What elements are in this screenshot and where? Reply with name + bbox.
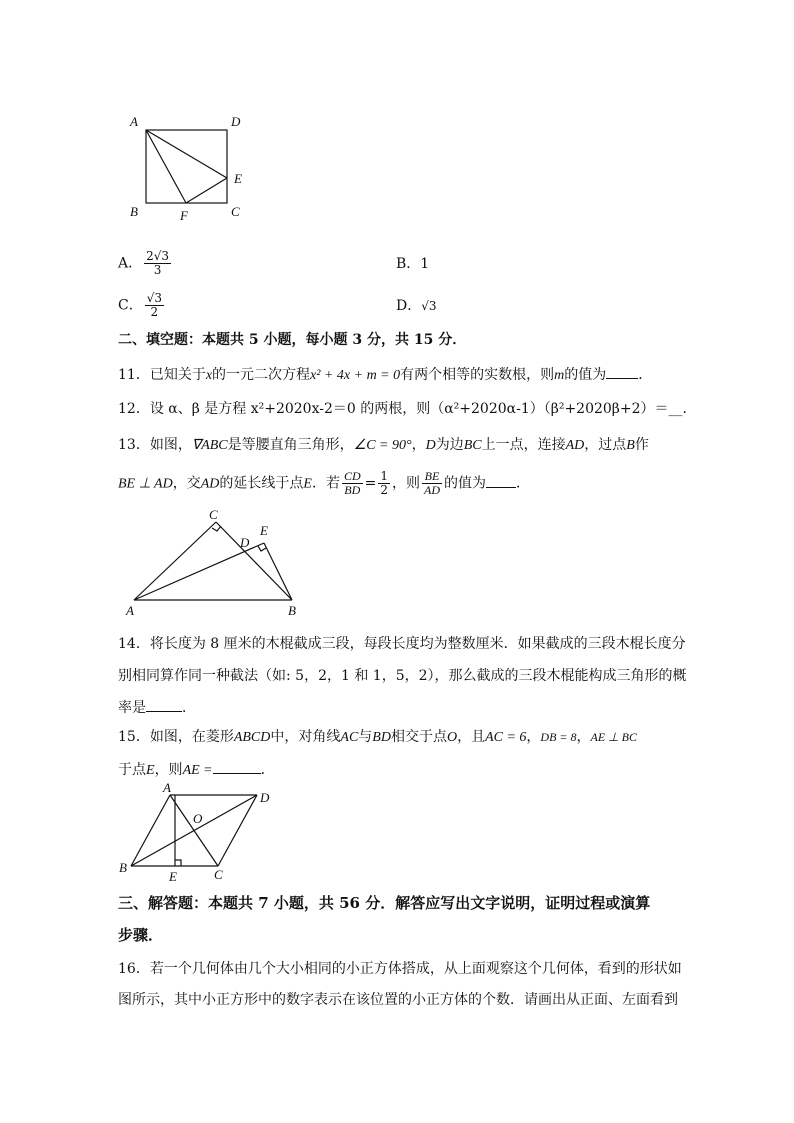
option-d: D．√3 — [396, 298, 437, 314]
label-E: E — [234, 171, 242, 186]
fraction-be-ad: $\frac{BE}{AD}$ — [424, 469, 440, 497]
option-b: B．1 — [396, 256, 430, 272]
question-16-line2: 图所示，其中小正方形中的数字表示在该位置的小正方体的个数．请画出从正面、左面看到 — [118, 992, 678, 1008]
fraction-cd-bd: $\frac{CD}{BD}$ — [343, 469, 361, 497]
figure-triangle — [120, 505, 320, 625]
fraction-one-half: $\frac{1}{2}$ — [380, 469, 388, 497]
label-C: C — [214, 867, 223, 882]
option-a-fraction: $\frac{2√3}{3}$ — [146, 249, 170, 277]
label-D: D — [231, 114, 241, 129]
question-13-line1: 13．如图，∇ABC是等腰直角三角形，∠C = 90°，D为边BC上一点，连接AD，过点B作 — [118, 437, 649, 453]
label-E: E — [169, 869, 177, 884]
section2-heading: 二、填空题：本题共 5 小题，每小题 3 分，共 15 分． — [118, 332, 467, 348]
question-11: 11．已知关于x的一元二次方程x² + 4x + m = 0有两个相等的实数根，则m的值为 ． — [118, 364, 652, 386]
figure-square — [120, 110, 260, 230]
label-E: E — [260, 523, 268, 538]
question-13-line2: BE ⊥ AD，交AD的延长线于点E．若 $\frac{CD}{BD}$ = $\frac{1}{2}$ ，则 $\frac{BE}{AD}$ 的值为 ． — [118, 469, 530, 497]
label-B: B — [288, 603, 296, 618]
label-A: A — [126, 603, 134, 618]
option-c-fraction: $\frac{√3}{2}$ — [146, 291, 162, 319]
label-A: A — [163, 780, 171, 795]
question-16-line1: 16．若一个几何体由几个大小相同的小正方体搭成，从上面观察这个几何体，看到的形状如 — [118, 961, 682, 977]
label-D: D — [240, 535, 250, 550]
label-O: O — [193, 811, 203, 826]
question-14-line3: 率是 ． — [118, 697, 196, 718]
question-15-line2: 于点E，则AE = ． — [118, 759, 275, 781]
option-c: C． $\frac{√3}{2}$ — [118, 291, 162, 319]
section3-heading-line1: 三、解答题：本题共 7 小题，共 56 分．解答应写出文字说明，证明过程或演算 — [118, 894, 651, 912]
label-D: D — [260, 790, 270, 805]
option-a: A． $\frac{2√3}{3}$ — [118, 249, 170, 277]
label-C: C — [209, 507, 218, 522]
question-14-line2: 别相同算作同一种截法（如: 5，2，1 和 1，5，2），那么截成的三段木棍能构成三角形的概 — [118, 668, 687, 684]
label-F: F — [180, 208, 188, 223]
question-12: 12．设 α、β 是方程 x²+2020x-2＝0 的两根，则（α²+2020α-1）（β²+2020β+2）＝__． — [118, 401, 697, 417]
label-B: B — [119, 860, 127, 875]
question-14-line1: 14．将长度为 8 厘米的木棍截成三段，每段长度均为整数厘米．如果截成的三段木棍长度分 — [118, 636, 686, 652]
question-15-line1: 15．如图，在菱形ABCD中，对角线AC与BD相交于点O，且AC = 6，DB = 8，AE ⊥ BC — [118, 729, 637, 745]
label-A: A — [130, 114, 138, 129]
section3-heading-line2: 步骤． — [118, 926, 164, 944]
label-B: B — [130, 204, 138, 219]
label-C: C — [231, 204, 240, 219]
figure-rhombus — [115, 780, 285, 885]
